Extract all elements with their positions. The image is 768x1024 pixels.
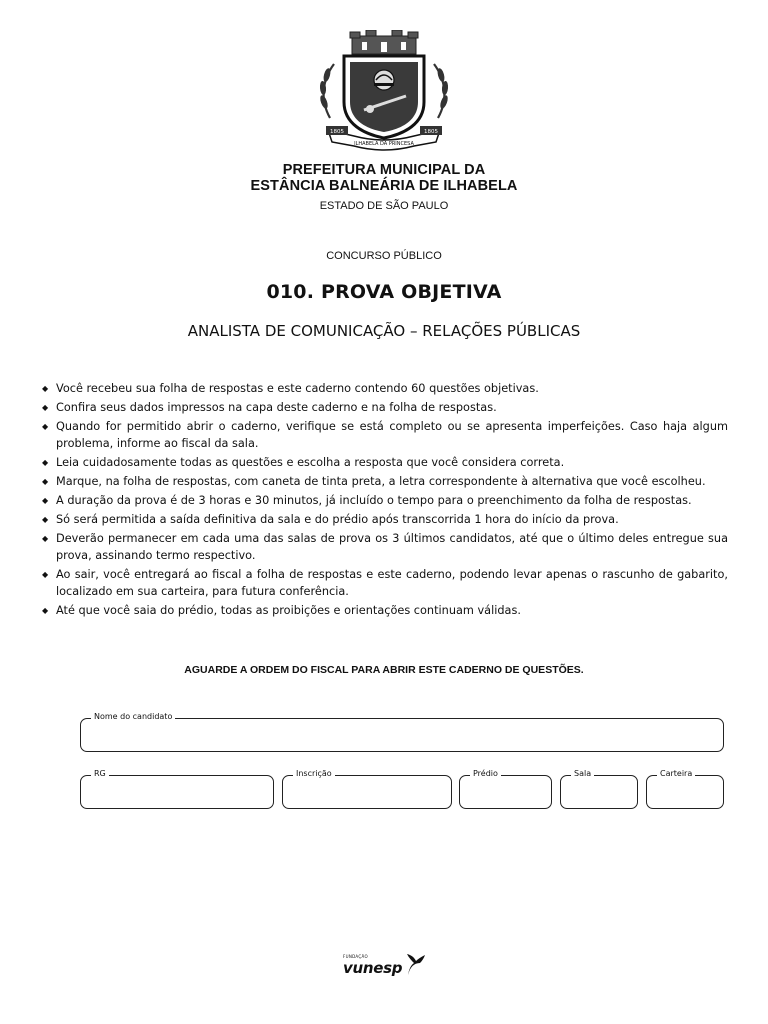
position-title: ANALISTA DE COMUNICAÇÃO – RELAÇÕES PÚBLICAS xyxy=(187,322,581,340)
desk-field[interactable] xyxy=(646,769,724,809)
list-item: ◆ Leia cuidadosamente todas as questões e escolha a resposta que você considera correta. xyxy=(42,454,728,471)
municipality-line-1: PREFEITURA MUNICIPAL DA xyxy=(282,162,486,178)
room-field[interactable] xyxy=(560,769,638,809)
rg-label: RG xyxy=(91,769,109,778)
inscription-field[interactable] xyxy=(282,769,452,809)
desk-label: Carteira xyxy=(657,769,695,778)
exam-title: 010. PROVA OBJETIVA xyxy=(266,281,502,303)
list-item: ◆ Só será permitida a saída definitiva da sala e do prédio após transcorrida 1 hora do início da prova. xyxy=(42,511,728,528)
coat-of-arms-logo xyxy=(314,30,454,152)
contest-label: CONCURSO PÚBLICO xyxy=(326,250,442,262)
instructions-list xyxy=(42,380,728,621)
list-item: ◆ Ao sair, você entregará ao fiscal a folha de respostas e este caderno, podendo levar apenas o rascunho de gabarito, localizado em sua carteira, para futura conferência. xyxy=(42,566,728,600)
rg-field[interactable] xyxy=(80,769,274,809)
logo-foundation-text: FUNDAÇÃO xyxy=(343,954,368,959)
bird-icon xyxy=(404,953,426,977)
list-item: ◆ Você recebeu sua folha de respostas e este caderno contendo 60 questões objetivas. xyxy=(42,380,728,397)
crest-motto: ILHABELA DA PRINCESA xyxy=(354,141,414,147)
wait-notice: AGUARDE A ORDEM DO FISCAL PARA ABRIR ESTE CADERNO DE QUESTÕES. xyxy=(184,664,584,676)
state-name: ESTADO DE SÃO PAULO xyxy=(319,200,449,212)
building-label: Prédio xyxy=(470,769,501,778)
candidate-name-label: Nome do candidato xyxy=(91,712,175,721)
logo-name: vunesp xyxy=(343,959,403,977)
candidate-name-field[interactable] xyxy=(80,712,724,752)
crest-year-left: 1805 xyxy=(330,129,344,135)
list-item: ◆ Marque, na folha de respostas, com caneta de tinta preta, a letra correspondente à alternativa que você escolheu. xyxy=(42,473,728,490)
building-field[interactable] xyxy=(459,769,552,809)
list-item: ◆ Quando for permitido abrir o caderno, verifique se está completo ou se apresenta imperfeições. Caso haja algum problema, informe ao fiscal da sala. xyxy=(42,418,728,452)
room-label: Sala xyxy=(571,769,594,778)
crest-year-right: 1805 xyxy=(424,129,438,135)
list-item: ◆ Deverão permanecer em cada uma das salas de prova os 3 últimos candidatos, até que o último deles entregue sua prova, assinando termo respectivo. xyxy=(42,530,728,564)
list-item: ◆ Até que você saia do prédio, todas as proibições e orientações continuam válidas. xyxy=(42,602,728,619)
municipality-line-2: ESTÂNCIA BALNEÁRIA DE ILHABELA xyxy=(250,178,518,194)
list-item: ◆ A duração da prova é de 3 horas e 30 minutos, já incluído o tempo para o preenchimento da folha de respostas. xyxy=(42,492,728,509)
list-item: ◆ Confira seus dados impressos na capa deste caderno e na folha de respostas. xyxy=(42,399,728,416)
inscription-label: Inscrição xyxy=(293,769,335,778)
vunesp-logo xyxy=(342,950,432,984)
